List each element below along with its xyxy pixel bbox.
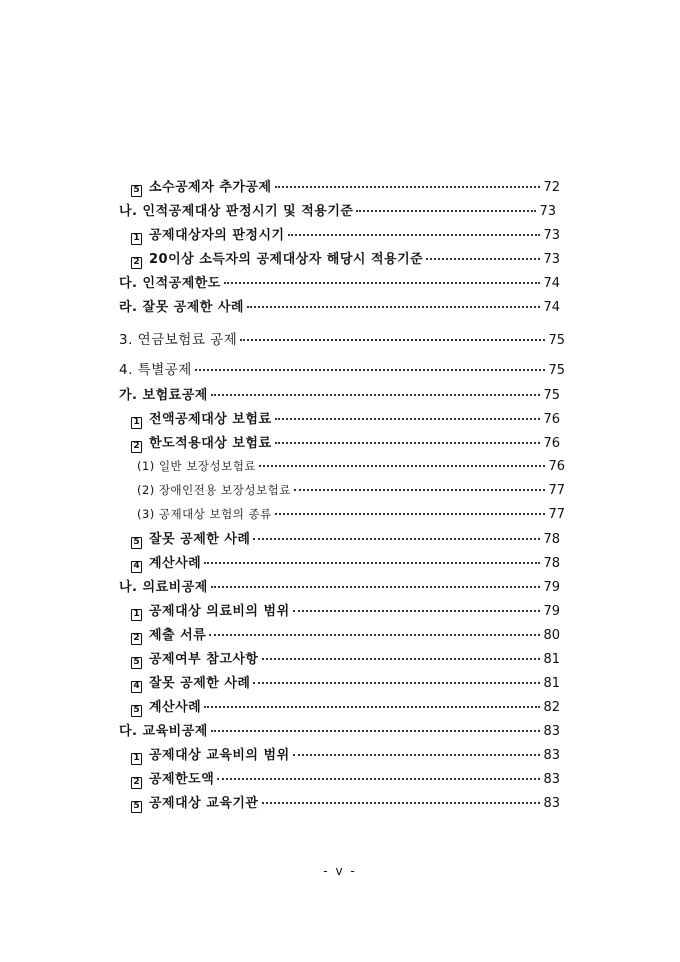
section-number-box-icon: 5 [131,185,142,197]
section-number-box-icon: 2 [131,633,142,645]
toc-entry[interactable] [137,458,565,478]
toc-entry[interactable] [131,248,560,268]
dot-leader [294,488,546,491]
dot-leader [217,777,540,780]
toc-entry-title: 전액공제대상 보험료 [149,412,272,427]
dot-leader [275,417,541,420]
toc-entry-title: 계산사례 [149,700,202,715]
section-number-box-icon: 4 [131,681,142,693]
dot-leader [209,633,540,636]
toc-entry-page-number: 78 [543,532,560,547]
dot-leader [211,393,541,396]
toc-entry[interactable] [131,408,560,428]
dot-leader [262,657,541,660]
toc-entry-title: 계산사례 [149,556,202,571]
toc-entry[interactable] [119,272,560,292]
toc-entry[interactable] [119,720,560,740]
toc-entry[interactable] [131,648,560,668]
section-number-box-icon: 5 [131,801,142,813]
toc-entry-title: 잘못 공제한 사례 [149,676,251,691]
toc-entry-page-number: 81 [543,652,560,667]
dot-leader [211,729,541,732]
dot-leader [195,368,546,371]
toc-entry-page-number: 83 [543,772,560,787]
section-number-box-icon: 2 [131,257,142,269]
dot-leader [259,464,545,467]
dot-leader [275,441,541,444]
toc-entry-title: (1) 일반 보장성보험료 [137,459,256,473]
section-number-box-icon: 5 [131,705,142,717]
toc-entry-title: 공제대상자의 판정시기 [149,228,285,243]
dot-leader [211,585,541,588]
toc-entry-title: 3. 연금보험료 공제 [119,332,238,348]
dot-leader [224,281,541,284]
toc-entry[interactable] [131,624,560,644]
toc-entry-title: 공제여부 참고사항 [149,652,259,667]
toc-entry-page-number: 76 [543,436,560,451]
toc-entry-page-number: 75 [548,333,565,348]
toc-entry-page-number: 80 [543,628,560,643]
toc-entry-title: 소수공제자 추가공제 [149,180,272,195]
toc-entry[interactable] [131,696,560,716]
section-number-box-icon: 1 [131,417,142,429]
dot-leader [288,233,541,236]
toc-entry-page-number: 79 [543,580,560,595]
toc-entry-page-number: 73 [543,252,560,267]
toc-entry-title: 라. 잘못 공제한 사례 [119,300,244,315]
toc-entry-title: 한도적용대상 보험료 [149,436,272,451]
dot-leader [426,257,540,260]
toc-entry-title: (3) 공제대상 보험의 종류 [137,507,272,521]
toc-entry-page-number: 78 [543,556,560,571]
toc-entry[interactable] [131,672,560,692]
toc-entry[interactable] [119,328,565,348]
section-number-box-icon: 1 [131,753,142,765]
toc-entry[interactable] [119,576,560,596]
section-number-box-icon: 5 [131,537,142,549]
dot-leader [204,705,540,708]
dot-leader [293,609,541,612]
toc-entry-title: 4. 특별공제 [119,362,192,378]
toc-entry-title: 20이상 소득자의 공제대상자 해당시 적용기준 [149,252,424,267]
toc-entry-page-number: 82 [543,700,560,715]
toc-entry[interactable] [131,552,560,572]
dot-leader [262,801,541,804]
dot-leader [204,561,540,564]
toc-entry-title: (2) 장애인전용 보장성보험료 [137,483,291,497]
section-number-box-icon: 5 [131,657,142,669]
toc-entry[interactable] [119,358,565,378]
dot-leader [253,681,540,684]
toc-entry[interactable] [131,744,560,764]
toc-entry-title: 나. 의료비공제 [119,580,208,595]
toc-entry[interactable] [131,528,560,548]
toc-entry-title: 나. 인적공제대상 판정시기 및 적용기준 [119,204,354,219]
toc-entry-page-number: 73 [543,228,560,243]
toc-entry[interactable] [119,200,556,220]
toc-entry-page-number: 77 [548,483,565,498]
dot-leader [253,537,540,540]
toc-entry-page-number: 83 [543,796,560,811]
toc-entry-page-number: 83 [543,724,560,739]
toc-entry[interactable] [131,792,560,812]
toc-entry-title: 공제한도액 [149,772,215,787]
toc-entry-title: 제출 서류 [149,628,207,643]
toc-entry[interactable] [119,296,560,316]
dot-leader [275,512,546,515]
section-number-box-icon: 1 [131,233,142,245]
toc-entry-page-number: 76 [548,459,565,474]
toc-entry[interactable] [131,224,560,244]
toc-entry[interactable] [131,600,560,620]
toc-entry-page-number: 77 [548,507,565,522]
section-number-box-icon: 4 [131,561,142,573]
toc-entry[interactable] [131,432,560,452]
toc-entry-title: 공제대상 교육기관 [149,796,259,811]
toc-entry[interactable] [131,176,560,196]
toc-entry-page-number: 73 [539,204,556,219]
toc-entry[interactable] [119,384,560,404]
toc-entry-title: 잘못 공제한 사례 [149,532,251,547]
toc-entry-page-number: 79 [543,604,560,619]
toc-entry-title: 공제대상 교육비의 범위 [149,748,290,763]
toc-entry[interactable] [131,768,560,788]
toc-entry[interactable] [137,482,565,502]
toc-entry-title: 공제대상 의료비의 범위 [149,604,290,619]
dot-leader [275,185,541,188]
toc-entry-page-number: 74 [543,276,560,291]
toc-entry-page-number: 72 [543,180,560,195]
toc-entry-title: 다. 인적공제한도 [119,276,221,291]
toc-entry-page-number: 74 [543,300,560,315]
dot-leader [240,338,545,341]
toc-entry[interactable] [137,506,565,526]
dot-leader [247,305,540,308]
section-number-box-icon: 2 [131,777,142,789]
toc-entry-page-number: 83 [543,748,560,763]
dot-leader [356,209,536,212]
page-number-footer: - v - [323,864,357,878]
section-number-box-icon: 2 [131,441,142,453]
toc-entry-page-number: 75 [543,388,560,403]
section-number-box-icon: 1 [131,609,142,621]
toc-entry-title: 가. 보험료공제 [119,388,208,403]
toc-entry-page-number: 75 [548,363,565,378]
toc-entry-page-number: 81 [543,676,560,691]
dot-leader [293,753,541,756]
toc-entry-title: 다. 교육비공제 [119,724,208,739]
toc-entry-page-number: 76 [543,412,560,427]
